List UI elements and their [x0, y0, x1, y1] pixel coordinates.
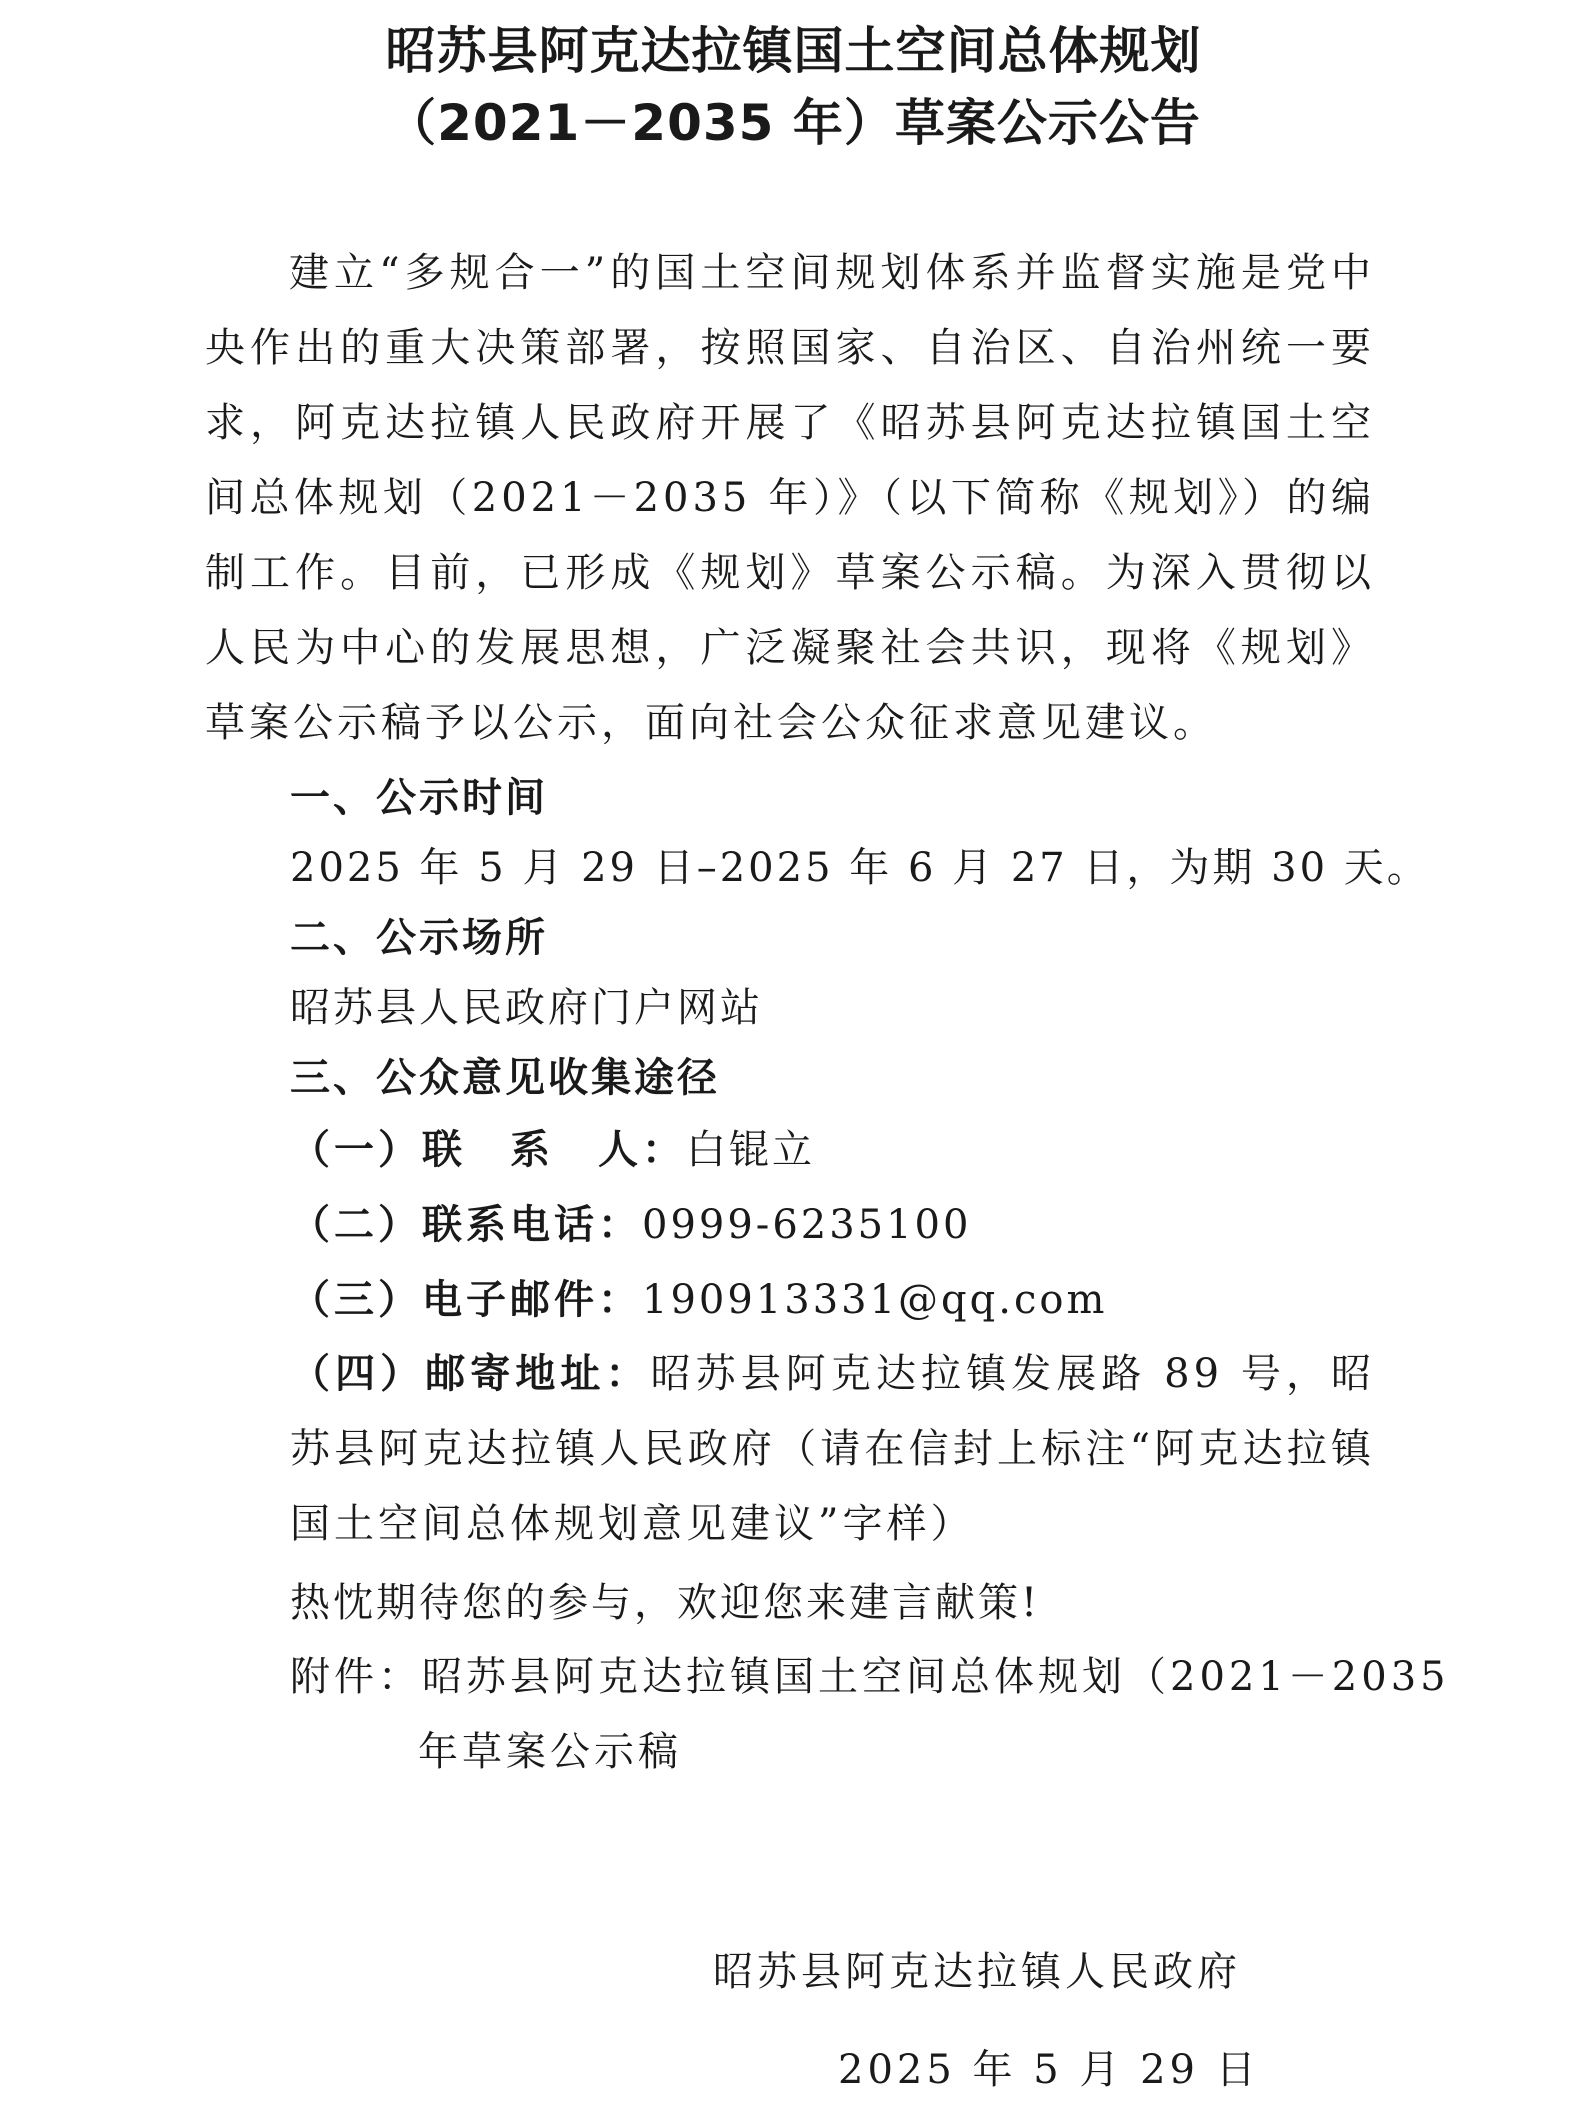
attachment-label: 附件： — [290, 1654, 422, 1700]
contact-row — [290, 1120, 815, 1180]
email-value: 190913331@qq.com — [642, 1277, 1108, 1323]
section-time-content: 2025 年 5 月 29 日–2025 年 6 月 27 日，为期 30 天。 — [290, 845, 1430, 891]
signature-date: 2025 年 5 月 29 日 — [838, 2047, 1260, 2093]
email-row — [290, 1270, 1107, 1330]
title-line-1: 昭苏县阿克达拉镇国土空间总体规划 — [385, 22, 1202, 80]
section-place-heading: 二、公示场所 — [290, 915, 548, 961]
closing-text: 热忱期待您的参与，欢迎您来建言献策! — [290, 1580, 1041, 1626]
attachment-row — [290, 1640, 1503, 1790]
phone-value: 0999-6235100 — [642, 1202, 972, 1248]
attachment-text: 昭苏县阿克达拉镇国土空间总体规划（2021－2035 年草案公示稿 — [418, 1654, 1450, 1775]
email-label: （三）电子邮件： — [290, 1277, 642, 1323]
section-place-content: 昭苏县人民政府门户网站 — [290, 985, 763, 1031]
contact-label: （一）联 系 人： — [290, 1127, 686, 1173]
section-channels-heading: 三、公众意见收集途径 — [290, 1055, 720, 1101]
section-time-heading: 一、公示时间 — [290, 775, 548, 821]
signature-org: 昭苏县阿克达拉镇人民政府 — [713, 1949, 1241, 1995]
address-label: （四）邮寄地址： — [290, 1351, 651, 1397]
intro-paragraph: 建立“多规合一”的国土空间规划体系并监督实施是党中央作出的重大决策部署，按照国家、自治区、自治州统一要求，阿克达拉镇人民政府开展了《昭苏县阿克达拉镇国土空间总体规划（2021－2035 年）》（以下简称《规划》）的编制工作。目前，已形成《规划》草案公示稿。为深入贯彻以人民为中心的发展思想，广泛凝聚社会共识，现将《规划》草案公示稿予以公示，面向社会公众征求意见建议。 — [205, 250, 1375, 746]
address-row — [290, 1337, 1375, 1562]
title-line-2: （2021－2035 年）草案公示公告 — [386, 94, 1201, 152]
phone-label: （二）联系电话： — [290, 1202, 642, 1248]
phone-row — [290, 1195, 971, 1255]
contact-value: 白锟立 — [686, 1127, 815, 1173]
address-value: 昭苏县阿克达拉镇发展路 89 号，昭苏县阿克达拉镇人民政府（请在信封上标注“阿克达拉镇国土空间总体规划意见建议”字样） — [290, 1351, 1376, 1547]
